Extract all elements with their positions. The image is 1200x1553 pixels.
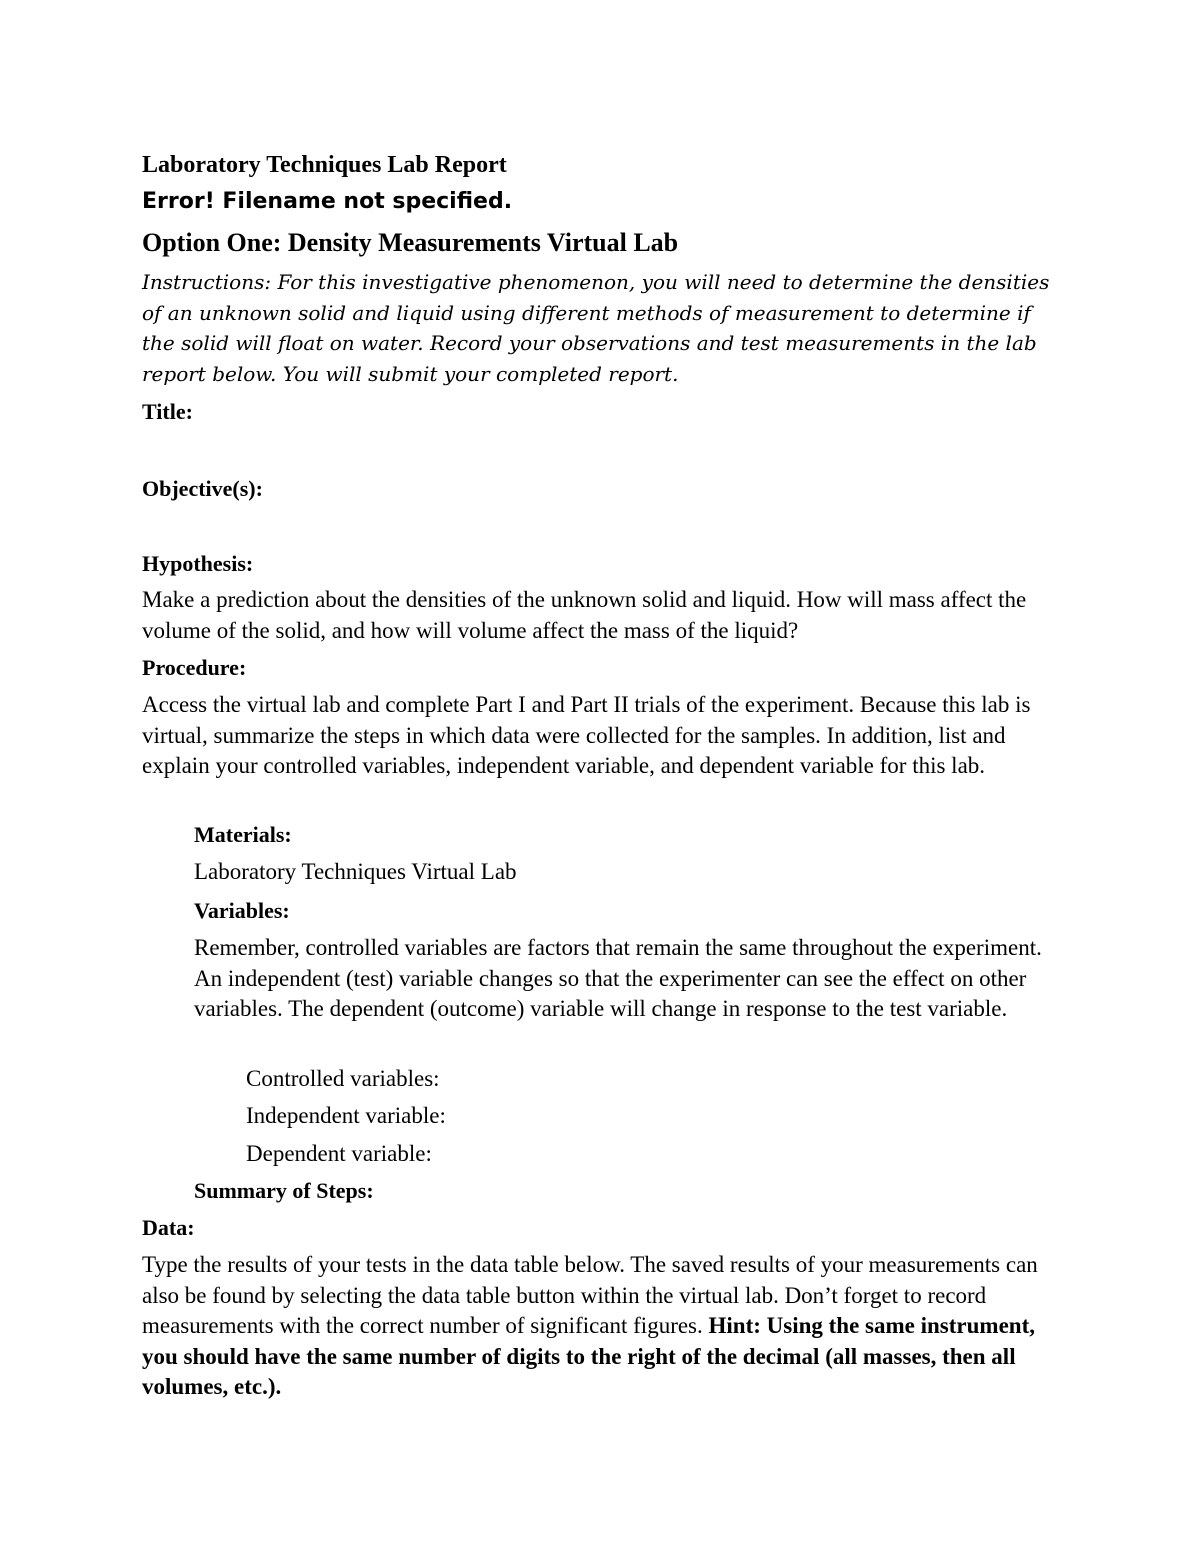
data-instructions: Type the results of your tests in the data table below. The saved results of your measurements can also be found by selecting the data table button within the virtual lab. Don’t forget to record measurements with the correct number of significant figures. (142, 1252, 1038, 1338)
dependent-variable-label: Dependent variable: (246, 1141, 432, 1166)
data-text (142, 1250, 1072, 1403)
data-hint: Hint: Using the same instrument, you should have the same number of digits to the right of the decimal (all masses, then all volumes, etc.). (142, 1313, 1035, 1399)
independent-variable-label: Independent variable: (246, 1103, 446, 1128)
variables-text: Remember, controlled variables are factors that remain the same throughout the experiment. An independent (test) variable changes so that the experimenter can see the effect on other variables. The dependent (outcome) variable will change in response to the test variable. (194, 935, 1042, 1021)
option-heading: Option One: Density Measurements Virtual Lab (142, 228, 679, 257)
controlled-variables-label: Controlled variables: (246, 1066, 440, 1091)
hypothesis-text: Make a prediction about the densities of the unknown solid and liquid. How will mass affect the volume of the solid, and how will volume affect the mass of the liquid? (142, 587, 1027, 643)
materials-text: Laboratory Techniques Virtual Lab (194, 859, 517, 884)
objectives-label: Objective(s): (142, 476, 263, 501)
data-label: Data: (142, 1215, 195, 1240)
hypothesis-label: Hypothesis: (142, 551, 254, 576)
variables-label: Variables: (194, 898, 290, 923)
procedure-text: Access the virtual lab and complete Part I and Part II trials of the experiment. Because this lab is virtual, summarize the steps in which data were collected for the samples. In addition, list and explain your controlled variables, independent variable, and dependent variable for this lab. (142, 692, 1031, 778)
summary-of-steps-label: Summary of Steps: (194, 1178, 374, 1203)
materials-label: Materials: (194, 822, 292, 847)
title-label: Title: (142, 399, 193, 424)
instructions-paragraph: Instructions: For this investigative phenomenon, you will need to determine the densities of an unknown solid and liquid using different methods of measurement to determine if the solid will float on water. Record your observations and test measurements in the lab report below. You will submit your completed report. (142, 270, 1050, 386)
missing-image-error: Error! Filename not specified. (142, 189, 513, 214)
procedure-label: Procedure: (142, 655, 247, 680)
document-title: Laboratory Techniques Lab Report (142, 152, 507, 178)
